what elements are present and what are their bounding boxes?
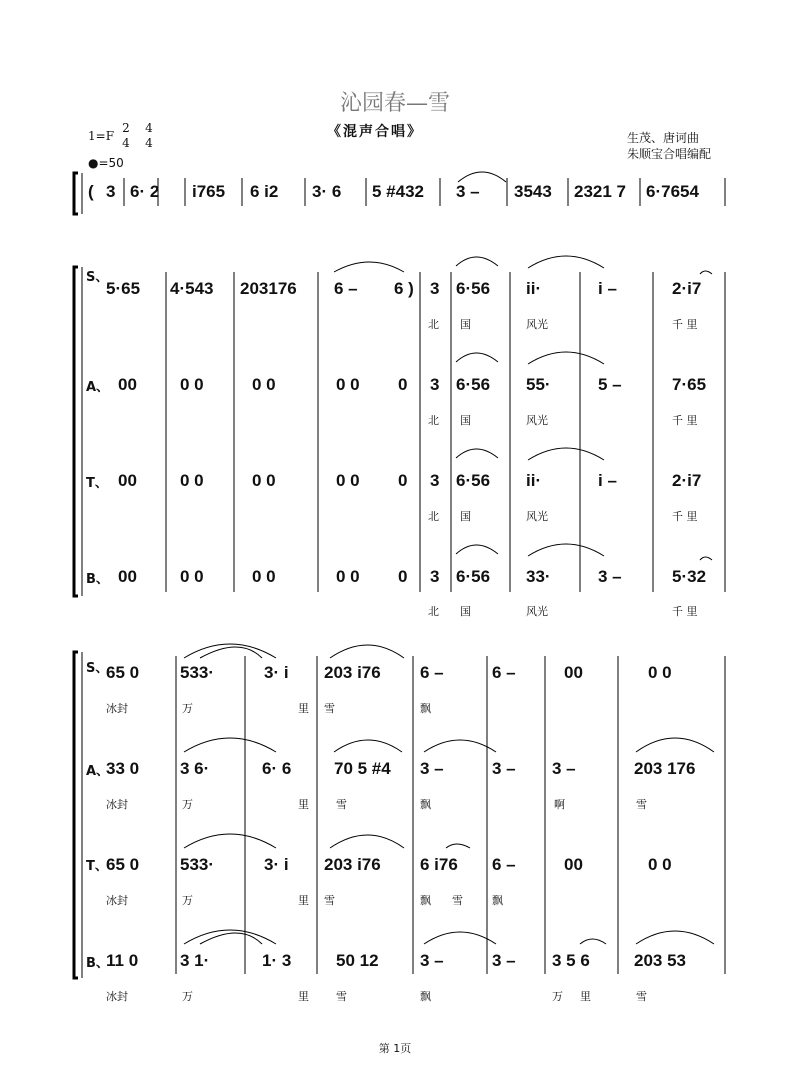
s1-tenor-lyric: 千 里: [672, 510, 698, 523]
s1-soprano-lyric: 国: [460, 318, 471, 331]
page-title: 沁园春—雪: [339, 91, 450, 116]
intro-measure: 3: [106, 182, 116, 201]
intro-paren: (: [88, 182, 94, 201]
s2-alto-lyric: 里: [298, 798, 309, 811]
s2-tenor-measure: 203 i76: [324, 855, 381, 874]
s2-tenor-measure: 533·: [180, 855, 215, 874]
meter-2-4: 2 4: [122, 121, 130, 150]
voice-label-tenor: T、: [86, 476, 108, 491]
page-number: 第 1页: [378, 1042, 412, 1055]
s2-bass-measure: 203 53: [634, 951, 686, 970]
s1-bass-measure: 33·: [526, 567, 551, 586]
s2-alto-lyric: 啊: [554, 798, 565, 811]
s1-bass-measure: 0: [398, 567, 408, 586]
s1-soprano-lyric: 风光: [526, 318, 548, 331]
s2-tenor-measure: 65 0: [106, 855, 140, 874]
s2-soprano-measure: 65 0: [106, 663, 140, 682]
s1-bass-measure: 0 0: [180, 567, 204, 586]
s1-bass-measure: 3: [430, 567, 440, 586]
s1-alto-lyric: 千 里: [672, 414, 698, 427]
arranger-credit: 朱顺宝合唱编配: [627, 147, 712, 161]
s2-soprano-measure: 533·: [180, 663, 215, 682]
s2-alto-lyric: 雪: [336, 798, 347, 811]
s2-soprano-lyric: 万: [182, 702, 193, 715]
s2-soprano-measure: 203 i76: [324, 663, 381, 682]
s1-soprano-measure: 2·i7: [672, 279, 702, 298]
intro-measure: 3 –: [456, 182, 480, 201]
s2-bass-lyric: 万: [552, 990, 563, 1003]
s1-tenor-measure: 6·56: [456, 471, 491, 490]
intro-measure: 3543: [514, 182, 552, 201]
intro-measure: 6· 2: [130, 182, 160, 201]
s1-alto-measure: 3: [430, 375, 440, 394]
voice-label-alto: A、: [86, 380, 110, 395]
key-signature: 1=F: [88, 129, 115, 143]
s1-bass-measure: 0 0: [252, 567, 276, 586]
s1-soprano-lyric: 北: [428, 318, 439, 331]
s1-tenor-measure: 0 0: [252, 471, 276, 490]
s2-bass-measure: 3 1·: [180, 951, 210, 970]
s1-tenor-lyric: 国: [460, 510, 471, 523]
s2-tenor-lyric: 雪: [324, 894, 335, 907]
s2-alto-measure: 203 176: [634, 759, 696, 778]
s1-tenor-measure: 2·i7: [672, 471, 702, 490]
voice-label-bass: B、: [86, 572, 109, 587]
s2-alto-measure: 33 0: [106, 759, 140, 778]
s1-tenor-measure: i –: [598, 471, 617, 490]
s2-tenor-measure: 00: [564, 855, 583, 874]
voice-label-bass: B、: [86, 956, 109, 971]
intro-measure: 2321 7: [574, 182, 626, 201]
s2-tenor-measure: 0 0: [648, 855, 672, 874]
s2-bass-measure: 3 5 6: [552, 951, 590, 970]
s1-alto-measure: 0: [398, 375, 408, 394]
page-subtitle: 《混声合唱》: [327, 124, 423, 140]
s1-soprano-measure: 5·65: [106, 279, 141, 298]
s2-tenor-measure: 3· i: [264, 855, 289, 874]
s1-tenor-measure: 00: [118, 471, 137, 490]
s1-alto-lyric: 风光: [526, 414, 548, 427]
s2-bass-measure: 3 –: [492, 951, 516, 970]
s2-alto-lyric: 冰封: [106, 798, 128, 811]
s2-tenor-lyric: 飘: [420, 894, 431, 907]
voice-label-soprano: S、: [86, 270, 109, 285]
s1-soprano-measure: 4·543: [170, 279, 214, 298]
s1-tenor-measure: 0: [398, 471, 408, 490]
s1-bass-lyric: 北: [428, 605, 439, 618]
s2-alto-measure: 70 5 #4: [334, 759, 391, 778]
intro-measure: 3· 6: [312, 182, 342, 201]
s2-bass-measure: 1· 3: [262, 951, 292, 970]
intro-measure: 5 #432: [372, 182, 424, 201]
voice-label-soprano: S、: [86, 661, 109, 676]
s2-soprano-lyric: 雪: [324, 702, 335, 715]
s1-soprano-measure: 6 –: [334, 279, 358, 298]
s1-bass-measure: 3 –: [598, 567, 622, 586]
s1-alto-measure: 7·65: [672, 375, 707, 394]
s2-alto-measure: 6· 6: [262, 759, 292, 778]
s2-soprano-measure: 6 –: [420, 663, 444, 682]
s2-alto-lyric: 飘: [420, 798, 431, 811]
s1-soprano-measure: ii·: [526, 279, 542, 298]
s1-soprano-measure: 6·56: [456, 279, 491, 298]
s2-alto-lyric: 雪: [636, 798, 647, 811]
tempo-mark: ●=50: [88, 156, 124, 170]
s2-soprano-lyric: 冰封: [106, 702, 128, 715]
s1-bass-measure: 5·32: [672, 567, 707, 586]
s1-tenor-measure: 0 0: [336, 471, 360, 490]
intro-measure: i765: [192, 182, 226, 201]
s1-alto-measure: 6·56: [456, 375, 491, 394]
s2-soprano-measure: 6 –: [492, 663, 516, 682]
voice-label-tenor: T、: [86, 859, 108, 874]
s2-alto-lyric: 万: [182, 798, 193, 811]
s1-tenor-measure: 0 0: [180, 471, 204, 490]
s2-bass-lyric: 里: [298, 990, 309, 1003]
s2-alto-measure: 3 6·: [180, 759, 210, 778]
s1-soprano-measure: 6 ): [394, 279, 414, 298]
s1-alto-measure: 00: [118, 375, 137, 394]
s2-bass-measure: 50 12: [336, 951, 379, 970]
s2-bass-lyric: 里: [580, 990, 591, 1003]
s1-alto-measure: 0 0: [180, 375, 204, 394]
s1-bass-measure: 0 0: [336, 567, 360, 586]
s2-soprano-measure: 3· i: [264, 663, 289, 682]
s2-tenor-lyric: 冰封: [106, 894, 128, 907]
s1-soprano-measure: i –: [598, 279, 617, 298]
s2-soprano-measure: 00: [564, 663, 583, 682]
s2-alto-measure: 3 –: [420, 759, 444, 778]
s1-bass-lyric: 千 里: [672, 605, 698, 618]
s2-bass-measure: 11 0: [106, 951, 139, 970]
s1-soprano-measure: 3: [430, 279, 440, 298]
s2-alto-measure: 3 –: [492, 759, 516, 778]
s1-bass-measure: 6·56: [456, 567, 491, 586]
s2-tenor-lyric: 飘: [492, 894, 503, 907]
s2-bass-lyric: 飘: [420, 990, 431, 1003]
s2-soprano-lyric: 飘: [420, 702, 431, 715]
note-icon: ●: [88, 156, 99, 170]
s1-tenor-lyric: 北: [428, 510, 439, 523]
s2-bass-lyric: 冰封: [106, 990, 128, 1003]
s1-alto-measure: 0 0: [336, 375, 360, 394]
s2-alto-measure: 3 –: [552, 759, 576, 778]
s1-alto-lyric: 国: [460, 414, 471, 427]
s1-bass-lyric: 风光: [526, 605, 548, 618]
intro-measure: 6 i2: [250, 182, 279, 201]
s1-alto-measure: 55·: [526, 375, 551, 394]
s1-tenor-lyric: 风光: [526, 510, 548, 523]
s2-tenor-measure: 6 –: [492, 855, 516, 874]
s1-tenor-measure: ii·: [526, 471, 542, 490]
s2-bass-lyric: 雪: [336, 990, 347, 1003]
s1-alto-measure: 5 –: [598, 375, 622, 394]
meter-4-4: 4 4: [145, 121, 153, 150]
s2-tenor-measure: 6 i76: [420, 855, 458, 874]
composer-credit: 生茂、唐诃曲: [627, 131, 700, 145]
s2-bass-measure: 3 –: [420, 951, 444, 970]
voice-label-alto: A、: [86, 764, 110, 779]
s1-soprano-measure: 203176: [240, 279, 297, 298]
s1-tenor-measure: 3: [430, 471, 440, 490]
s1-bass-lyric: 国: [460, 605, 471, 618]
intro-measure: 6·7654: [646, 182, 699, 201]
s1-soprano-lyric: 千 里: [672, 318, 698, 331]
s2-tenor-lyric: 雪: [452, 894, 463, 907]
s2-soprano-measure: 0 0: [648, 663, 672, 682]
s2-bass-lyric: 万: [182, 990, 193, 1003]
s2-tenor-lyric: 里: [298, 894, 309, 907]
s1-alto-measure: 0 0: [252, 375, 276, 394]
s2-bass-lyric: 雪: [636, 990, 647, 1003]
s2-tenor-lyric: 万: [182, 894, 193, 907]
s2-soprano-lyric: 里: [298, 702, 309, 715]
s1-bass-measure: 00: [118, 567, 137, 586]
s1-alto-lyric: 北: [428, 414, 439, 427]
